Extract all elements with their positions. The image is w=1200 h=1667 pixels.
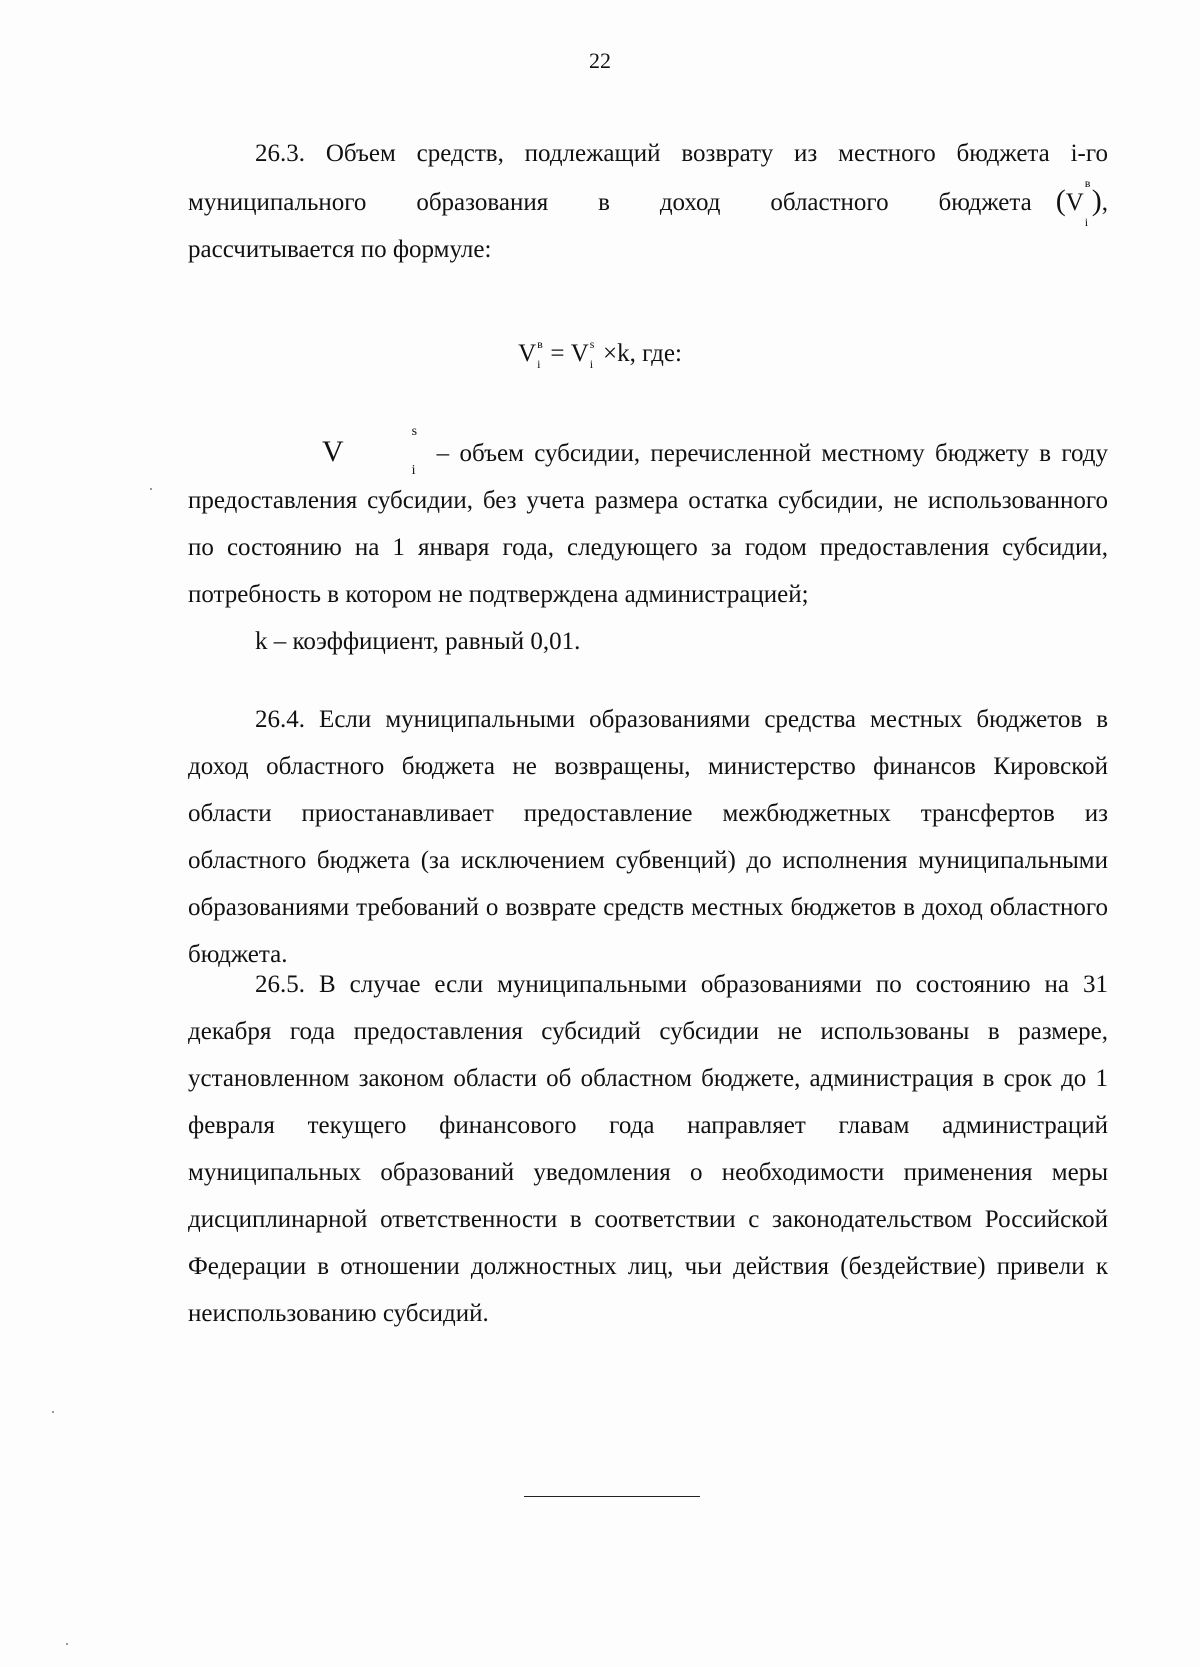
definition-k: k – коэффициент, равный 0,01. [255, 628, 581, 655]
return-formula [0, 337, 1200, 371]
subsidy-volume-sup: s [411, 424, 418, 439]
formula-rhs-var-letter: V [570, 340, 589, 367]
subsidy-volume-symbol [255, 424, 418, 478]
formula-lhs-var: V [518, 340, 537, 367]
section-26-5 [188, 961, 1108, 1337]
scan-speck [66, 1643, 68, 1645]
page-number: 22 [589, 48, 611, 73]
formula-times: × [603, 340, 618, 367]
scan-speck [52, 1411, 54, 1413]
scan-speck [150, 488, 152, 490]
formula-equals: = [550, 340, 565, 367]
formula-rhs-sup: s [589, 337, 595, 351]
formula-k: k, где: [617, 340, 682, 367]
definition-vs-first-line [188, 424, 1108, 478]
section-26-4 [188, 696, 1108, 978]
definition-vs-first-text: – объем субсидии, перечисленной местному бюджету в году [436, 440, 1108, 467]
section-26-3-line-2 [188, 176, 1108, 229]
definition-vs [188, 424, 1108, 665]
section-26-3-line-3: рассчитывается по формуле: [188, 236, 492, 263]
section-26-3-line-2-text: муниципального образования в доход областного бюджета [188, 189, 1032, 216]
return-volume-sup: в [1084, 176, 1091, 190]
subsidy-volume-sub: i [411, 463, 416, 478]
formula-rhs-sub: i [589, 357, 594, 371]
formula-lhs-sub: i [537, 357, 541, 371]
section-26-3-intro [188, 130, 1108, 273]
subsidy-volume-var: V [322, 435, 344, 468]
definition-vs-rest: предоставления субсидии, без учета размера остатка субсидии, не использованного по состоянию на 1 января года, следующего за годом предоставления субсидии, потребность в котором не подтверждена администрацией; [188, 487, 1108, 608]
return-volume-symbol: (V в i ), [1055, 176, 1108, 229]
section-26-3-line-1: 26.3. Объем средств, подлежащий возврату из местного бюджета i-го [255, 140, 1108, 167]
return-volume-sub: i [1084, 215, 1089, 229]
formula-lhs [518, 337, 544, 371]
section-26-5-text: 26.5. В случае если муниципальными образованиями по состоянию на 31 декабря года предоставления субсидий субсидии не использованы в размере, установленном законом области об областном бюджете, администрация в срок до 1 февраля текущего финансового года направляет главам администраций муниципальных образований уведомления о необходимости применения меры дисциплинарной ответственности в соответствии с законодательством Российской Федерации в отношении должностных лиц, чьи действия (бездействие) привели к неиспользованию субсидий. [188, 971, 1108, 1327]
return-volume-var: V [1065, 189, 1084, 216]
formula-lhs-sup: в [537, 337, 543, 351]
end-of-document-rule [524, 1496, 700, 1497]
section-26-4-text: 26.4. Если муниципальными образованиями средства местных бюджетов в доход областного бюджета не возвращены, министерство финансов Кировской области приостанавливает предоставление межбюджетных трансфертов из областного бюджета (за исключением субвенций) до исполнения муниципальными образованиями требований о возврате средств местных бюджетов в доход областного бюджета. [188, 706, 1108, 968]
formula-rhs-var [570, 337, 597, 371]
